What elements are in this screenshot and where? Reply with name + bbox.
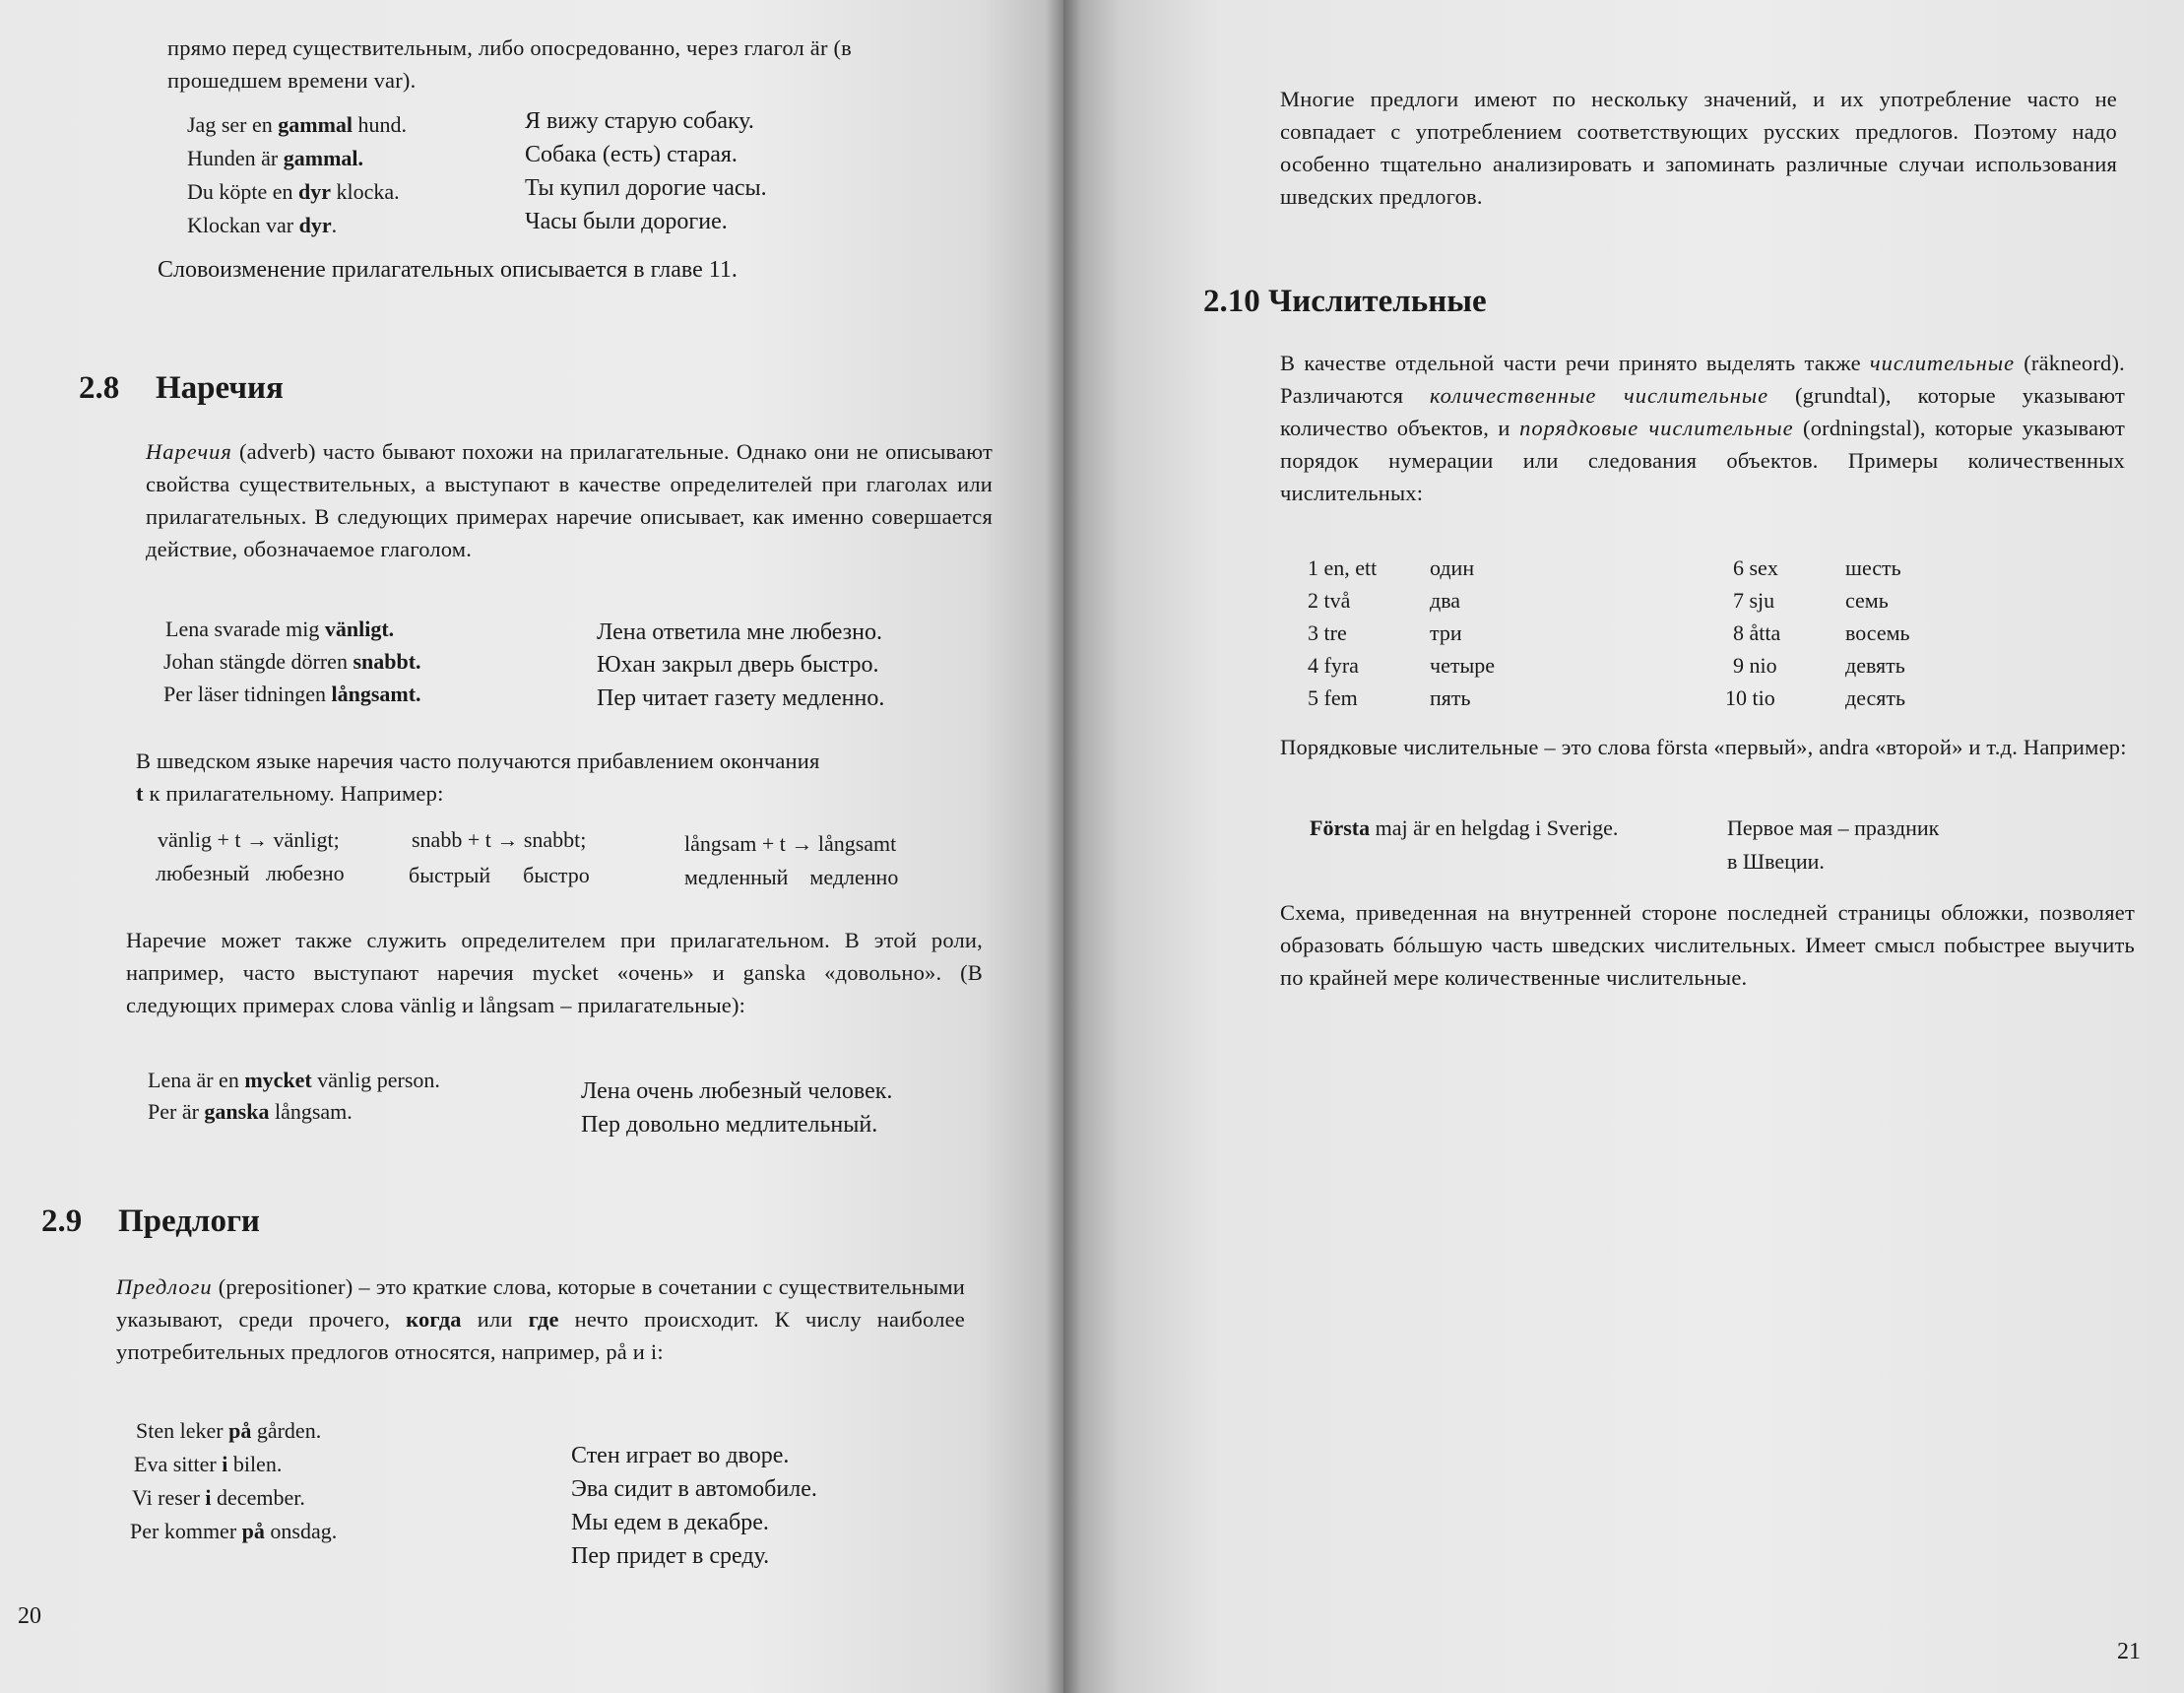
number-5-ru: пять	[1430, 685, 1471, 710]
ordinal-example-ru-2: в Швеции.	[1727, 849, 1825, 874]
number-6-sv: 6 sex	[1733, 555, 1778, 580]
prep-example-2-ru: Эва сидит в автомобиле.	[571, 1476, 817, 1502]
adj-example-4-ru: Часы были дорогие.	[525, 209, 728, 234]
prepositions-continued-para: Многие предлоги имеют по нескольку значений, и их употребление часто не совпадает с употреблением соответствующих русских предлогов. Поэтому надо особенно тщательно анализировать и запоминать различные случаи использования шведских предлогов.	[1280, 87, 2117, 209]
number-6-ru: шесть	[1845, 555, 1901, 580]
section-2-10-para-1: В качестве отдельной части речи принято выделять также числительные (räkneord). Различаются количественные числительные (grundtal), которые указывают количество объектов, и порядковые числительные (ordningstal), которые указывают порядок нумерации или следования объектов. Примеры количественных числительных:	[1280, 351, 2126, 505]
adj-example-2-sv: Hunden är gammal.	[187, 146, 364, 170]
right-page	[1063, 0, 2184, 1693]
number-9-ru: девять	[1845, 653, 1905, 678]
number-4-ru: четыре	[1430, 653, 1495, 678]
adverb-example-1-ru: Лена ответила мне любезно.	[597, 619, 882, 645]
adj-example-3-sv: Du köpte en dyr klocka.	[187, 179, 400, 204]
section-title: Наречия	[156, 370, 284, 406]
formation-2-ru: быстрый быстро	[409, 863, 590, 887]
ordinal-example-sv: Första maj är en helgdag i Sverige.	[1310, 815, 1619, 840]
adverb-example-2-ru: Юхан закрыл дверь быстро.	[597, 652, 879, 678]
adverb-degree-example-1-sv: Lena är en mycket vänlig person.	[148, 1068, 440, 1092]
intro-paragraph	[167, 32, 1014, 97]
number-3-ru: три	[1430, 620, 1462, 645]
adverb-degree-example-2-ru: Пер довольно медлительный.	[581, 1112, 878, 1138]
prep-example-2-sv: Eva sitter i bilen.	[134, 1452, 283, 1476]
prep-example-1-sv: Sten leker på gården.	[136, 1418, 322, 1443]
section-title: Числительные	[1268, 284, 1487, 319]
number-8-sv: 8 åtta	[1733, 620, 1781, 645]
prep-example-3-sv: Vi reser i december.	[132, 1485, 305, 1510]
page-number-left: 20	[18, 1603, 41, 1629]
adj-example-1-sv: Jag ser en gammal hund.	[187, 112, 408, 137]
number-4-sv: 4 fyra	[1308, 653, 1359, 678]
adj-example-4-sv: Klockan var dyr.	[187, 213, 338, 237]
prep-example-4-ru: Пер придет в среду.	[571, 1543, 770, 1569]
section-2-8-para-1: Наречия (adverb) часто бывают похожи на прилагательные. Однако они не описывают свойства существительных, а выступают в качестве определителей при глаголах или прилагательных. В следующих примерах наречие описывает, как именно совершается действие, обозначаемое глаголом.	[146, 439, 993, 561]
adverb-example-3-ru: Пер читает газету медленно.	[597, 685, 885, 711]
number-8-ru: восемь	[1845, 620, 1910, 645]
adverb-degree-example-1-ru: Лена очень любезный человек.	[581, 1078, 893, 1104]
section-2-9-heading	[41, 1204, 260, 1240]
section-2-10-heading	[1203, 284, 1487, 320]
adj-example-1-ru: Я вижу старую собаку.	[525, 108, 754, 134]
number-1-sv: 1 en, ett	[1308, 555, 1378, 580]
intro-line-1: прямо перед существительным, либо опосредованно, через глагол är (в	[167, 35, 852, 60]
adverb-example-3-sv: Per läser tidningen långsamt.	[163, 682, 421, 706]
section-title: Предлоги	[118, 1204, 260, 1239]
section-number: 2.8	[79, 370, 120, 406]
adverb-degree-example-2-sv: Per är ganska långsam.	[148, 1099, 353, 1124]
adverb-example-2-sv: Johan stängde dörren snabbt.	[163, 649, 421, 674]
number-10-ru: десять	[1845, 685, 1906, 710]
formation-3-ru: медленный медленно	[684, 865, 899, 889]
left-page	[0, 0, 1063, 1693]
adj-example-2-ru: Собака (есть) старая.	[525, 142, 738, 167]
section-2-10-para-2: Порядковые числительные – это слова första «первый», andra «второй» и т.д. Например:	[1280, 735, 2127, 759]
page-number-right: 21	[2117, 1639, 2141, 1664]
section-number: 2.10	[1203, 284, 1260, 319]
formation-3-sv: långsam + t → långsamt	[684, 831, 897, 856]
number-3-sv: 3 tre	[1308, 620, 1347, 645]
section-number: 2.9	[41, 1204, 83, 1239]
term-italic: Предлоги	[116, 1274, 213, 1299]
term-italic: Наречия	[146, 439, 232, 464]
section-2-9-para: Предлоги (prepositioner) – это краткие слова, которые в сочетании с существительными указывают, среди прочего, когда или где нечто происходит. К числу наиболее употребительных предлогов относятся, например, på и i:	[116, 1274, 965, 1364]
section-2-8-heading	[79, 370, 284, 407]
number-9-sv: 9 nio	[1733, 653, 1777, 678]
number-1-ru: один	[1430, 555, 1475, 580]
number-10-sv: 10 tio	[1725, 685, 1775, 710]
section-2-8-para-3: Наречие может также служить определителем при прилагательном. В этой роли, например, часто выступают наречия mycket «очень» и ganska «довольно». (В следующих примерах слова vänlig и långsam – прилагательные):	[126, 928, 983, 1017]
formation-1-sv: vänlig + t → vänligt;	[158, 827, 340, 852]
section-2-10-para-3: Схема, приведенная на внутренней стороне последней страницы обложки, позволяет образовать бóльшую часть шведских числительных. Имеет смысл побыстрее выучить по крайней мере количественные числительные.	[1280, 900, 2135, 990]
section-2-8-para-2: В шведском языке наречия часто получаются прибавлением окончания t к прилагательному. Например:	[136, 749, 820, 806]
number-2-ru: два	[1430, 588, 1461, 613]
prep-example-1-ru: Стен играет во дворе.	[571, 1443, 790, 1468]
formation-2-sv: snabb + t → snabbt;	[412, 827, 587, 852]
formation-1-ru: любезный любезно	[156, 861, 345, 885]
ordinal-example-ru-1: Первое мая – праздник	[1727, 815, 1940, 840]
number-5-sv: 5 fem	[1308, 685, 1358, 710]
number-7-ru: семь	[1845, 588, 1889, 613]
adj-example-3-ru: Ты купил дорогие часы.	[525, 175, 767, 201]
adj-note: Словоизменение прилагательных описывается в главе 11.	[158, 257, 738, 283]
intro-line-2: прошедшем времени var).	[167, 68, 417, 93]
prep-example-4-sv: Per kommer på onsdag.	[130, 1519, 338, 1543]
adverb-example-1-sv: Lena svarade mig vänligt.	[165, 617, 395, 641]
number-7-sv: 7 sju	[1733, 588, 1775, 613]
book-gutter	[1046, 0, 1081, 1693]
prep-example-3-ru: Мы едем в декабре.	[571, 1510, 769, 1535]
number-2-sv: 2 två	[1308, 588, 1351, 613]
